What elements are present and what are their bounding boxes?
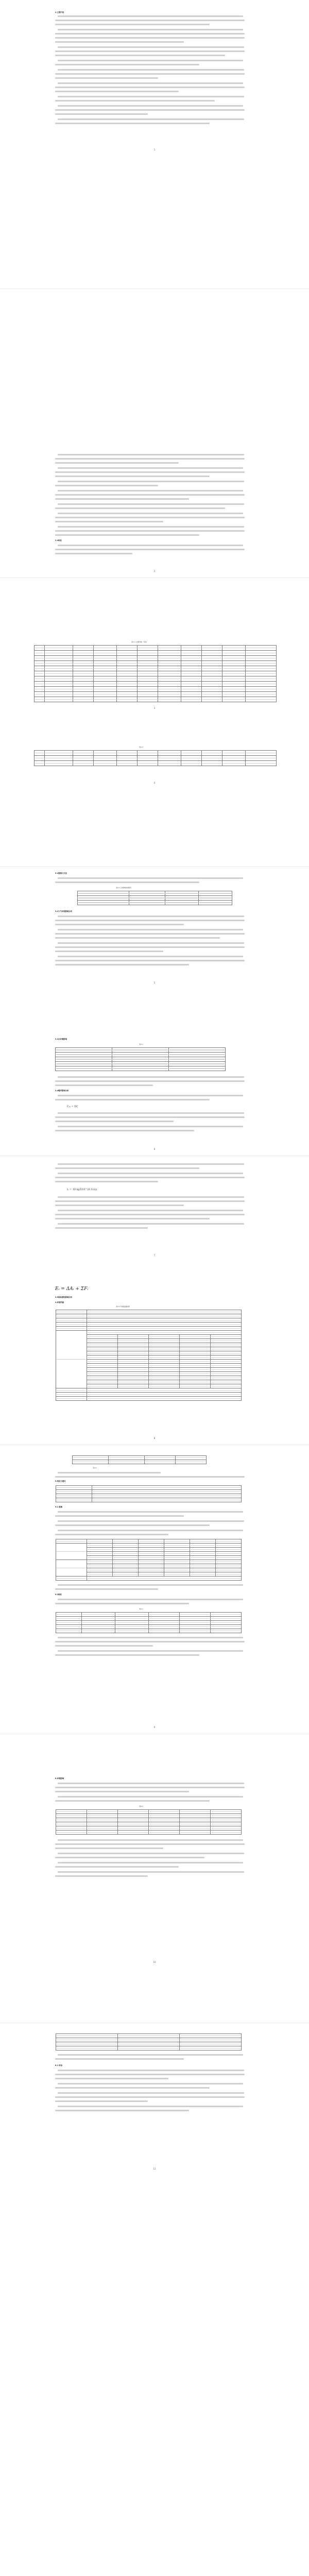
data-table <box>56 1809 242 1835</box>
document-page <box>0 1156 309 1445</box>
page-number: 7 <box>153 1254 156 1257</box>
document-page <box>0 0 309 289</box>
table-caption: 表5-1 <box>139 1608 143 1610</box>
data-table <box>56 1539 242 1581</box>
section-heading: 4.环境风险 <box>55 1301 64 1303</box>
page-number: 4 <box>153 782 156 784</box>
page-number: 8 <box>153 1437 156 1439</box>
page-number: 1 <box>153 148 156 151</box>
document-page <box>0 1445 309 1734</box>
section-heading: 3.1措施与方法 <box>55 872 67 874</box>
page-number: 10 <box>153 1961 156 1963</box>
section-heading: 6.环境影响 <box>55 1777 64 1780</box>
section-heading: 2.4结论 <box>55 539 62 541</box>
page-number: 11 <box>153 2167 156 2170</box>
page-number: 9 <box>153 1726 156 1728</box>
formula: L = 10 lg(Σ10^(0.1Li)) <box>67 1188 97 1191</box>
page-number: 3 <box>153 707 156 709</box>
page-number: 2 <box>153 570 156 572</box>
section-heading: 5.1 措施 <box>55 1506 62 1508</box>
section-heading: 2.主要内容 <box>55 11 64 13</box>
data-table <box>72 1455 207 1464</box>
formula: Eᵢ = ΔAᵢ + ΣFᵢ <box>55 1286 89 1292</box>
data-table <box>56 1310 242 1401</box>
section-heading: 3.4噪声影响分析 <box>55 1090 69 1092</box>
table-caption: 表3-1 <box>139 1043 143 1045</box>
data-table <box>34 750 277 766</box>
document-page <box>0 1734 309 2023</box>
section-heading: 6.1 结论 <box>55 2064 62 2066</box>
document-page <box>0 2023 309 2312</box>
table-caption: 表1-1 主要设备一览表 <box>131 641 147 643</box>
table-caption: 表1-2 <box>139 746 143 748</box>
data-table <box>56 2033 242 2050</box>
document-page <box>0 578 309 867</box>
page-number: 5 <box>153 981 156 984</box>
document-page <box>0 867 309 1156</box>
section-heading: 3.3水环境影响 <box>55 1038 67 1040</box>
data-table <box>56 1485 242 1502</box>
section-heading: 5.结论与建议 <box>55 1480 66 1482</box>
data-table <box>34 645 277 702</box>
section-heading: 5.2排放 <box>55 1594 62 1596</box>
table-caption: 表6-1 <box>139 1805 143 1807</box>
data-table <box>55 1047 226 1071</box>
data-table <box>77 891 232 905</box>
formula: Cₘ = ΣC <box>67 1105 78 1108</box>
table-caption: 表2-1 污染物排放情况 <box>116 887 131 889</box>
table-caption: 表3-2 环境监测结果 <box>116 1306 130 1308</box>
page-number: 6 <box>153 1148 156 1150</box>
section-heading: 3.2大气环境影响分析 <box>55 910 73 912</box>
document-page <box>0 289 309 578</box>
table-caption: 表4-1 <box>93 1467 97 1469</box>
section-heading: 3.5固体废物影响分析 <box>55 1296 73 1298</box>
data-table <box>56 1612 242 1633</box>
